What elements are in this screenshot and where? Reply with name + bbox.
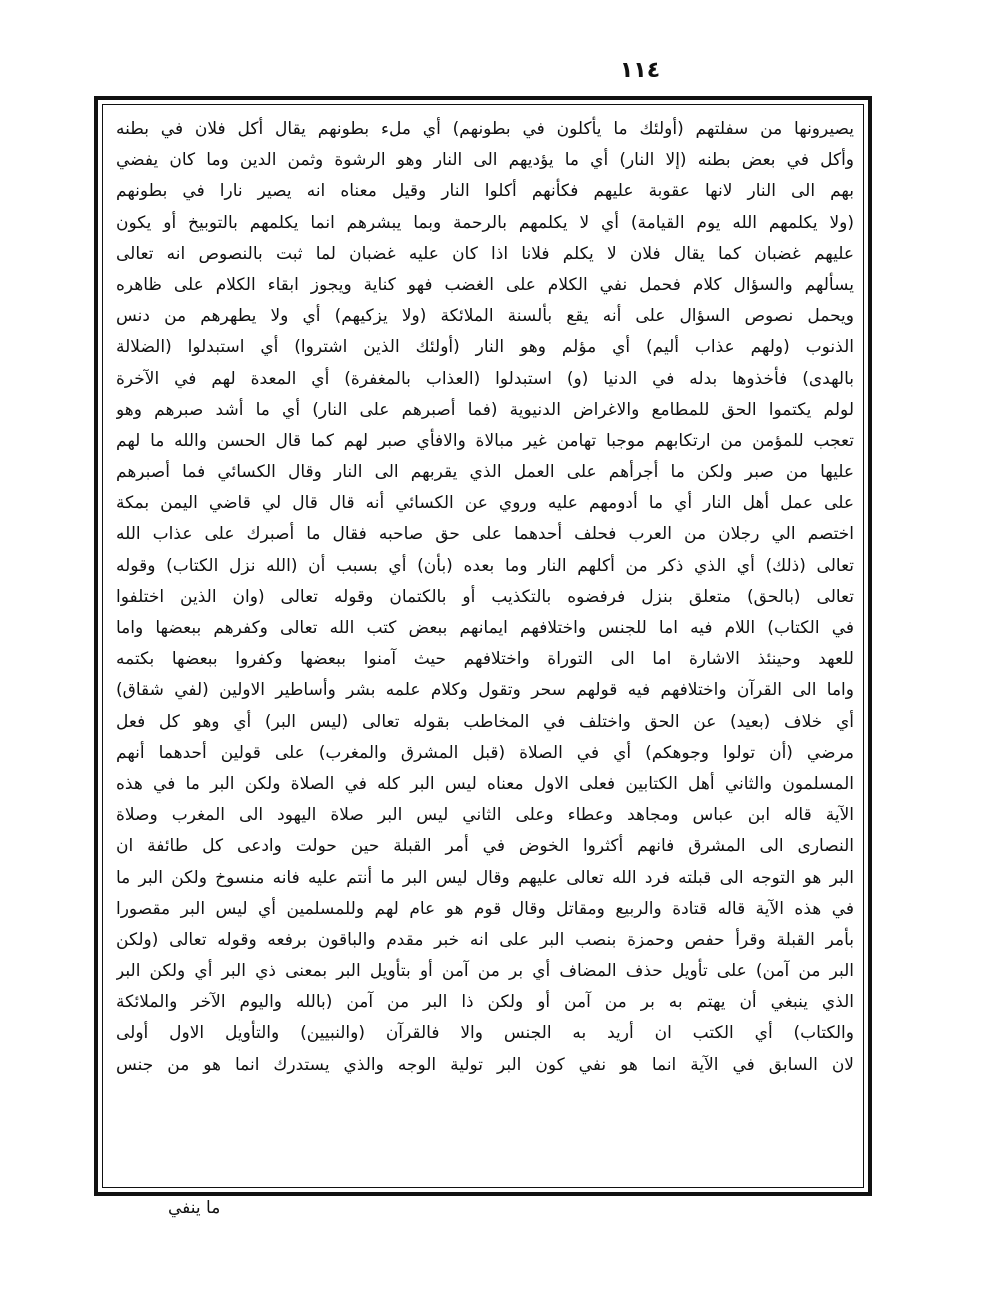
text-line: واما الى القرآن واختلافهم فيه قولهم سحر وتقول وكلام علمه بشر وأساطير الاولين (لفي شقاق) xyxy=(116,680,854,701)
text-line: (ولا يكلمهم الله يوم القيامة) أي لا يكلمهم بالرحمة وبما يبشرهم انما يكلمهم بالتوبيخ أو يكون xyxy=(116,212,854,233)
text-line: في هذه الآية قاله قتادة والربيع ومقاتل وقال قوم هو عام لهم وللمسلمين أي ليس البر مقصورا xyxy=(116,898,854,919)
text-line: بهم الى النار لانها عقوبة عليهم فكأنهم أكلوا النار وقيل معناه انه يصير نارا في بطونهم xyxy=(116,181,854,202)
text-line: لولم يكتموا الحق للمطامع والاغراض الدنيوية (فما أصبرهم على النار) أي ما أشد صبرهم وهو xyxy=(116,399,854,420)
text-line: للعهد وحينئذ الاشارة اما الى التوراة واختلافهم حيث آمنوا ببعضها وكفروا ببعضها بكتمه xyxy=(116,649,854,670)
text-line: في الكتاب) اللام فيه اما للجنس واختلافهم ايمانهم ببعض كتب الله تعالى وكفرهم ببعضها واما xyxy=(116,618,854,638)
main-text-block xyxy=(116,114,854,1081)
text-line: تعالى (بالحق) متعلق بنزل فرفضوه بالتكذيب أو بالكتمان وقوله تعالى (وان الذين اختلفوا xyxy=(116,586,854,607)
text-line: اختصم الي رجلان من العرب فحلف أحدهما على حق صاحبه فقال ما أصبرك على عذاب الله xyxy=(116,524,854,545)
page-number: ١١٤ xyxy=(619,58,661,83)
text-line: الذنوب (ولهم عذاب أليم) أي مؤلم وهو النار (أولئك الذين اشتروا) أي استبدلوا (الضلالة xyxy=(116,337,854,358)
text-line: عليها من صبر ولكن ما أجرأهم على العمل الذي يقربهم الى النار وقال الكسائي فما أصبرهم xyxy=(116,462,854,483)
text-line: يصيرونها من سفلتهم (أولئك ما يأكلون في بطونهم) أي ملء بطونهم يقال أكل فلان في بطنه xyxy=(116,119,854,139)
text-line: بالهدى) فأخذوها بدله في الدنيا (و) استبدلوا (العذاب بالمغفرة) أي المعدة لهم في الآخرة xyxy=(116,368,854,389)
text-line: لان السابق في الآية انما هو نفي كون البر تولية الوجه والذي يستدرك انما هو من جنس xyxy=(116,1054,854,1075)
text-line: وأكل في بعض بطنه (إلا النار) أي ما يؤديهم الى النار وهو الرشوة وثمن الدين وما كان يفضي xyxy=(116,150,854,171)
text-line: تعجب للمؤمن من ارتكابهم موجبا تهامن غير مبالاة والافأي صبر لهم كما قال الحسن والله ما لهم xyxy=(116,430,854,451)
text-line: والكتاب) أي الكتب ان أريد به الجنس والا فالقرآن (والنبيين) والتأويل الاول أولى xyxy=(116,1023,854,1044)
text-line: تعالى (ذلك) أي الذي ذكر من أكلهم النار وما بعده (بأن) أي بسبب أن (الله نزل الكتاب) وقوله xyxy=(116,555,854,576)
text-line: المسلمون والثاني أهل الكتابين فعلى الاول معناه ليس البر كله في الصلاة ولكن البر ما في هذه xyxy=(116,773,854,794)
text-line: مرضي (أن تولوا وجوهكم) أي في الصلاة (قبل المشرق والمغرب) على قولين أحدهما أنهم xyxy=(116,742,854,763)
text-line: الآية قاله ابن عباس ومجاهد وعطاء وعلى الثاني ليس البر صلاة اليهود الى المغرب وصلاة xyxy=(116,805,854,826)
text-line: عليهم غضبان كما يقال فلان لا يكلم فلانا اذا كان عليه غضبان لما ثبت بالنصوص انه تعالى xyxy=(116,243,854,264)
text-line: يسألهم والسؤال كلام فحمل نفي الكلام على الغضب فهو كناية ويجوز ابقاء الكلام على ظاهره xyxy=(116,274,854,295)
text-line: البر هو التوجه الى قبلته فرد الله تعالى عليهم وقال ليس البر ما أنتم عليه فانه منسوخ ولكن البر ما xyxy=(116,867,854,888)
text-line: ويحمل نصوص السؤال على أنه يقع بألسنة الملائكة (ولا يزكيهم) أي ولا يطهرهم من دنس xyxy=(116,306,854,327)
text-line: النصارى الى المشرق فانهم أكثروا الخوض في أمر القبلة حين حولت وادعى كل طائفة ان xyxy=(116,836,854,857)
text-line: الذي ينبغي أن يهتم به بر من آمن أو ولكن ذا البر من آمن (بالله واليوم الآخر والملائكة xyxy=(116,992,854,1013)
text-line: بأمر القبلة وقرأ حفص وحمزة بنصب البر على انه خبر مقدم والباقون برفعه وقوله تعالى (ولكن xyxy=(116,929,854,950)
text-line: أي خلاف (بعيد) عن الحق واختلف في المخاطب بقوله تعالى (ليس البر) أي وهو كل فعل xyxy=(116,711,854,732)
page-frame xyxy=(94,96,872,1196)
text-line: البر من آمن) على تأويل حذف المضاف أي بر من آمن أو بتأويل البر بمعنى ذي البر أي ولكن البر xyxy=(116,961,854,982)
catchword: ما ينفي xyxy=(168,1198,221,1218)
text-line: على عمل أهل النار أي ما أدومهم عليه وروي عن الكسائي أنه قال قال لي قاضي اليمن بمكة xyxy=(116,493,854,514)
